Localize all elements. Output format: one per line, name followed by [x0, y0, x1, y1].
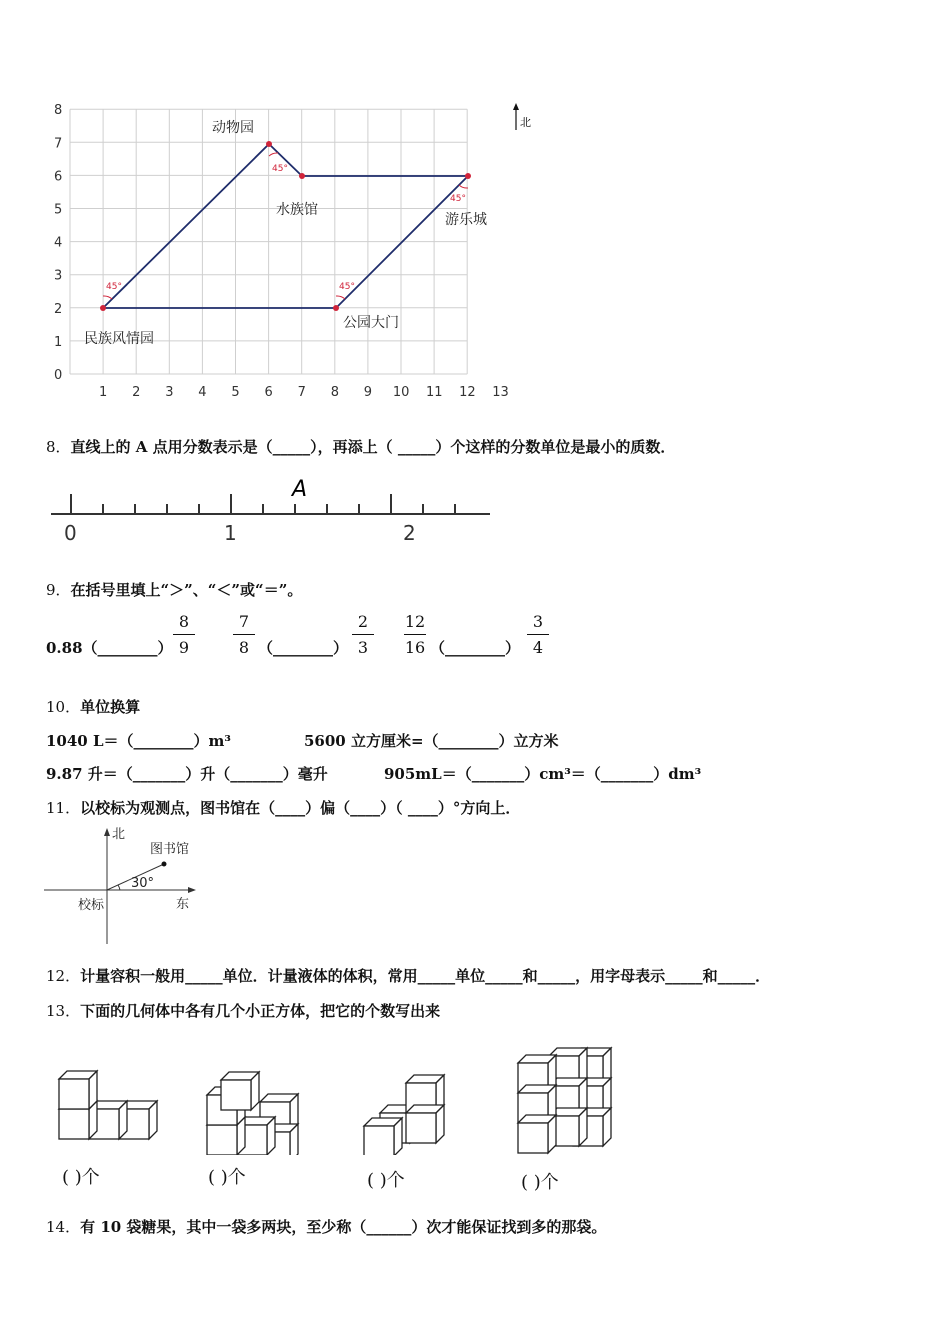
map-x-tick-label: 1 — [99, 385, 108, 400]
question-text: 在括号里填上“＞”、“＜”或“＝”。 — [70, 581, 303, 599]
q9-mid: （________） — [258, 639, 349, 657]
cube-figure-3 — [364, 1075, 444, 1155]
map-x-tick-label: 11 — [426, 385, 443, 400]
answer-2: ( )个 — [208, 1167, 246, 1188]
q9-mid2: （________） — [430, 639, 521, 657]
question-number: 14． — [46, 1218, 81, 1236]
fraction-2-3: 2 3 — [348, 612, 378, 657]
angle-label: 30° — [131, 876, 155, 891]
question-9 — [46, 579, 302, 600]
answer-1: ( )个 — [62, 1167, 100, 1188]
question-number: 8． — [46, 438, 71, 456]
question-text: 以校标为观测点，图书馆在（____）偏（____）（ ____）°方向上． — [80, 799, 521, 817]
map-y-tick-label: 6 — [54, 169, 63, 185]
question-number: 13． — [46, 1002, 81, 1020]
answer-4: ( )个 — [521, 1172, 559, 1193]
q10-line2a: 9.87 升＝（_______）升（_______）毫升 — [46, 765, 328, 783]
cube-figures — [40, 1040, 620, 1155]
question-10 — [46, 696, 140, 717]
angle-arc-zoo — [269, 153, 278, 156]
tick-label-1: 1 — [224, 521, 237, 545]
question-number: 10． — [46, 698, 81, 716]
map-x-tick-label: 3 — [165, 385, 174, 400]
fraction-12-16: 12 16 — [404, 612, 426, 657]
q9-left: 0.88（________） — [46, 639, 173, 657]
map-point-folk-garden — [100, 305, 106, 311]
question-text: 下面的几何体中各有几个小正方体，把它的个数写出来 — [80, 1002, 441, 1020]
map-x-tick-label: 2 — [132, 385, 141, 400]
question-11 — [46, 797, 520, 818]
angle-arc-gate — [336, 296, 345, 299]
answer-3: ( )个 — [367, 1170, 405, 1191]
question-14 — [46, 1216, 606, 1237]
fraction-7-8: 7 8 — [229, 612, 259, 657]
q10-line1a: 1040 L＝（________）m³ — [46, 732, 231, 750]
fraction-3-4: 3 4 — [523, 612, 553, 657]
q10-line2b: 905mL＝（_______）cm³＝（_______）dm³ — [384, 765, 702, 783]
place-folk-garden: 民族风情园 — [84, 331, 154, 347]
question-text: 有 10 袋糖果，其中一袋多两块，至少称（______）次才能保证找到多的那袋。 — [80, 1218, 607, 1236]
point-a-label: A — [292, 477, 308, 502]
tick-label-2: 2 — [403, 521, 416, 545]
angle-label-folk: 45° — [106, 282, 122, 292]
map-y-tick-label: 2 — [54, 301, 63, 317]
angle-label-zoo: 45° — [272, 164, 288, 174]
map-x-tick-label: 12 — [459, 385, 476, 400]
question-number: 12． — [46, 967, 81, 985]
map-x-tick-label: 10 — [392, 385, 410, 400]
question-8 — [46, 436, 675, 457]
north-label: 北 — [112, 827, 126, 842]
map-y-tick-label: 8 — [54, 103, 63, 119]
cube-figure-4 — [518, 1048, 611, 1153]
map-y-tick-label: 5 — [54, 202, 63, 218]
origin-label: 校标 — [78, 898, 105, 913]
map-y-tick-label: 7 — [54, 136, 63, 152]
place-park-gate: 公园大门 — [343, 315, 399, 331]
map-x-tick-label: 9 — [363, 385, 373, 400]
q10-line1b: 5600 立方厘米=（________）立方米 — [304, 732, 559, 750]
angle-label-gate: 45° — [339, 282, 355, 292]
coordinate-map — [40, 100, 540, 410]
angle-label-amusement: 45° — [450, 194, 466, 204]
map-x-tick-label: 7 — [297, 385, 306, 400]
question-number: 11． — [46, 799, 81, 817]
map-x-tick-label: 8 — [330, 385, 339, 400]
question-text: 单位换算 — [80, 698, 141, 716]
map-x-tick-label: 4 — [198, 385, 207, 400]
question-number: 9． — [46, 581, 71, 599]
map-y-tick-label: 0 — [54, 368, 63, 383]
cube-figure-2 — [207, 1072, 298, 1155]
map-x-tick-label: 5 — [231, 385, 240, 400]
question-13 — [46, 1000, 440, 1021]
question-text: 直线上的 A 点用分数表示是（_____），再添上（ _____）个这样的分数单位是最小的质数． — [70, 438, 676, 456]
map-point-amusement — [465, 173, 471, 179]
map-y-tick-label: 3 — [54, 268, 63, 284]
map-x-tick-label: 13 — [492, 385, 509, 400]
place-amusement: 游乐城 — [445, 212, 487, 228]
place-zoo: 动物园 — [212, 120, 254, 136]
map-y-tick-label: 1 — [54, 334, 63, 350]
east-label: 东 — [176, 897, 190, 912]
map-point-zoo — [266, 141, 272, 147]
number-line — [46, 474, 496, 549]
place-aquarium: 水族馆 — [276, 202, 318, 218]
angle-arc-folk — [103, 296, 112, 299]
question-12 — [46, 965, 770, 986]
fraction-8-9: 8 9 — [169, 612, 199, 657]
map-point-park-gate — [333, 305, 339, 311]
map-north-label: 北 — [520, 116, 531, 129]
question-text: 计量容积一般用_____单位．计量液体的体积，常用_____单位_____和_____，用字母表示_____和_____． — [80, 967, 771, 985]
tick-label-0: 0 — [64, 521, 77, 545]
map-y-ticks — [54, 103, 62, 383]
map-y-tick-label: 4 — [54, 235, 63, 251]
angle-arc-amusement — [459, 185, 468, 188]
library-label: 图书馆 — [150, 842, 190, 857]
cube-figure-1 — [59, 1071, 157, 1139]
map-x-tick-label: 6 — [264, 385, 273, 400]
direction-diagram — [40, 824, 210, 946]
map-x-ticks — [99, 385, 509, 400]
map-point-aquarium — [299, 173, 305, 179]
